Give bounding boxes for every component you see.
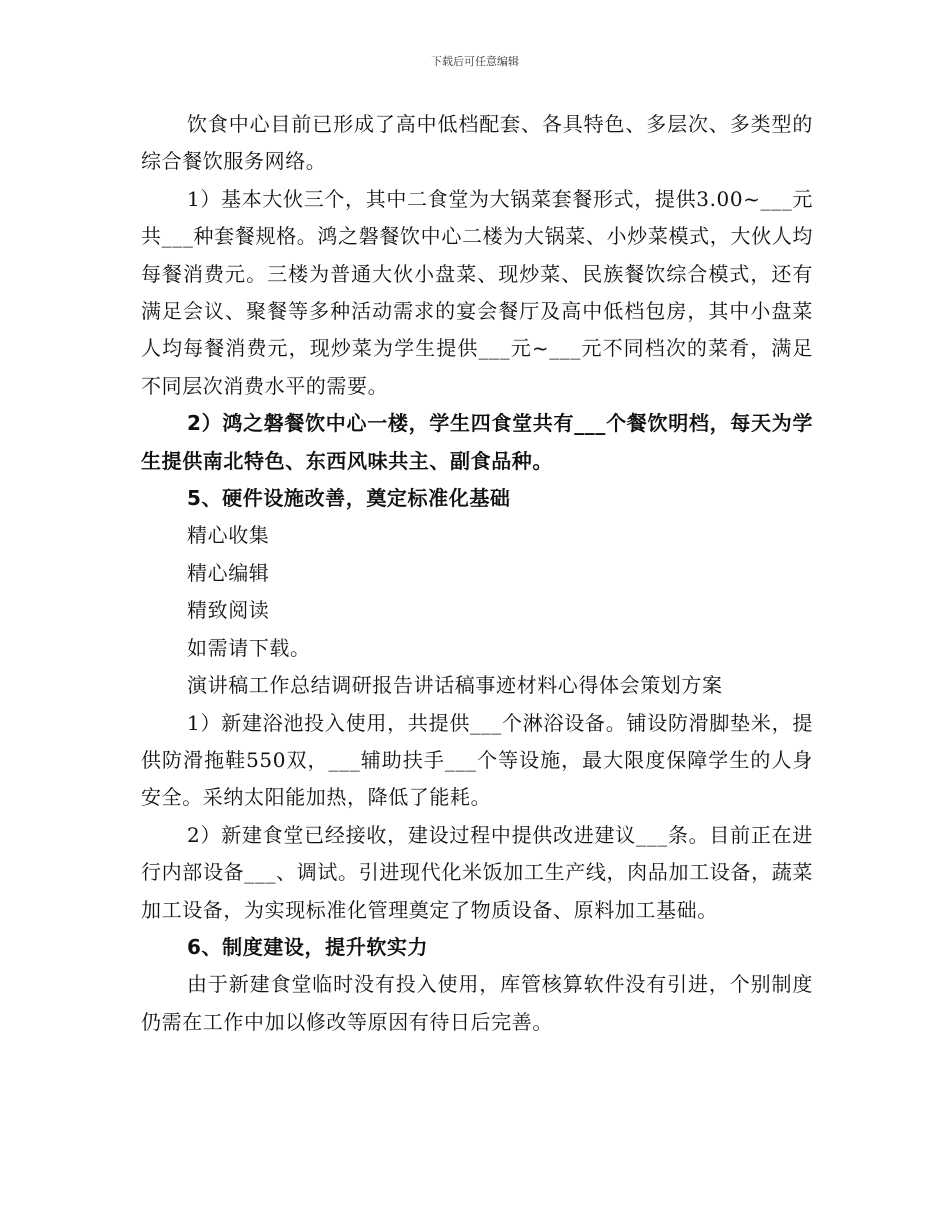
note-line-read: 精致阅读: [187, 598, 270, 623]
paragraph-item-1-bathhouse: 1）新建浴池投入使用，共提供___个淋浴设备。铺设防滑脚垫米，提供防滑拖鞋550双，___辅助扶手___个等设施，最大限度保障学生的人身安全。采纳太阳能加热，降低了能耗。: [141, 710, 813, 810]
note-line-collect: 精心收集: [187, 523, 270, 548]
document-body: [141, 106, 813, 1041]
section-heading-5: 5、硬件设施改善，奠定标准化基础: [187, 486, 511, 511]
paragraph-intro: 饮食中心目前已形成了高中低档配套、各具特色、多层次、多类型的综合餐饮服务网络。: [141, 112, 813, 174]
page-header-note: 下载后可任意编辑: [431, 55, 519, 68]
section-heading-6: 6、制度建设，提升软实力: [187, 934, 429, 959]
note-line-edit: 精心编辑: [187, 560, 270, 585]
note-line-categories: 演讲稿工作总结调研报告讲话稿事迹材料心得体会策划方案: [187, 673, 723, 698]
paragraph-item-2-first-floor: 2）鸿之磐餐饮中心一楼，学生四食堂共有___个餐饮明档，每天为学生提供南北特色、东西风味共主、副食品种。: [141, 411, 813, 473]
paragraph-item-2-new-canteen: 2）新建食堂已经接收，建设过程中提供改进建议___条。目前正在进行内部设备___、调试。引进现代化米饭加工生产线，肉品加工设备，蔬菜加工设备，为实现标准化管理奠定了物质设备、原料加工基础。: [141, 822, 813, 922]
paragraph-system-building: 由于新建食堂临时没有投入使用，库管核算软件没有引进，个别制度仍需在工作中加以修改等原因有待日后完善。: [141, 972, 813, 1034]
paragraph-item-1-canteens: 1）基本大伙三个，其中二食堂为大锅菜套餐形式，提供3.00~___元共___种套餐规格。鸿之磐餐饮中心二楼为大锅菜、小炒菜模式，大伙人均每餐消费元。三楼为普通大伙小盘菜、现炒菜、民族餐饮综合模式，还有满足会议、聚餐等多种活动需求的宴会餐厅及高中低档包房，其中小盘菜人均每餐消费元，现炒菜为学生提供___元~___元不同档次的菜肴，满足不同层次消费水平的需要。: [141, 186, 813, 398]
note-line-download: 如需请下载。: [187, 635, 311, 660]
